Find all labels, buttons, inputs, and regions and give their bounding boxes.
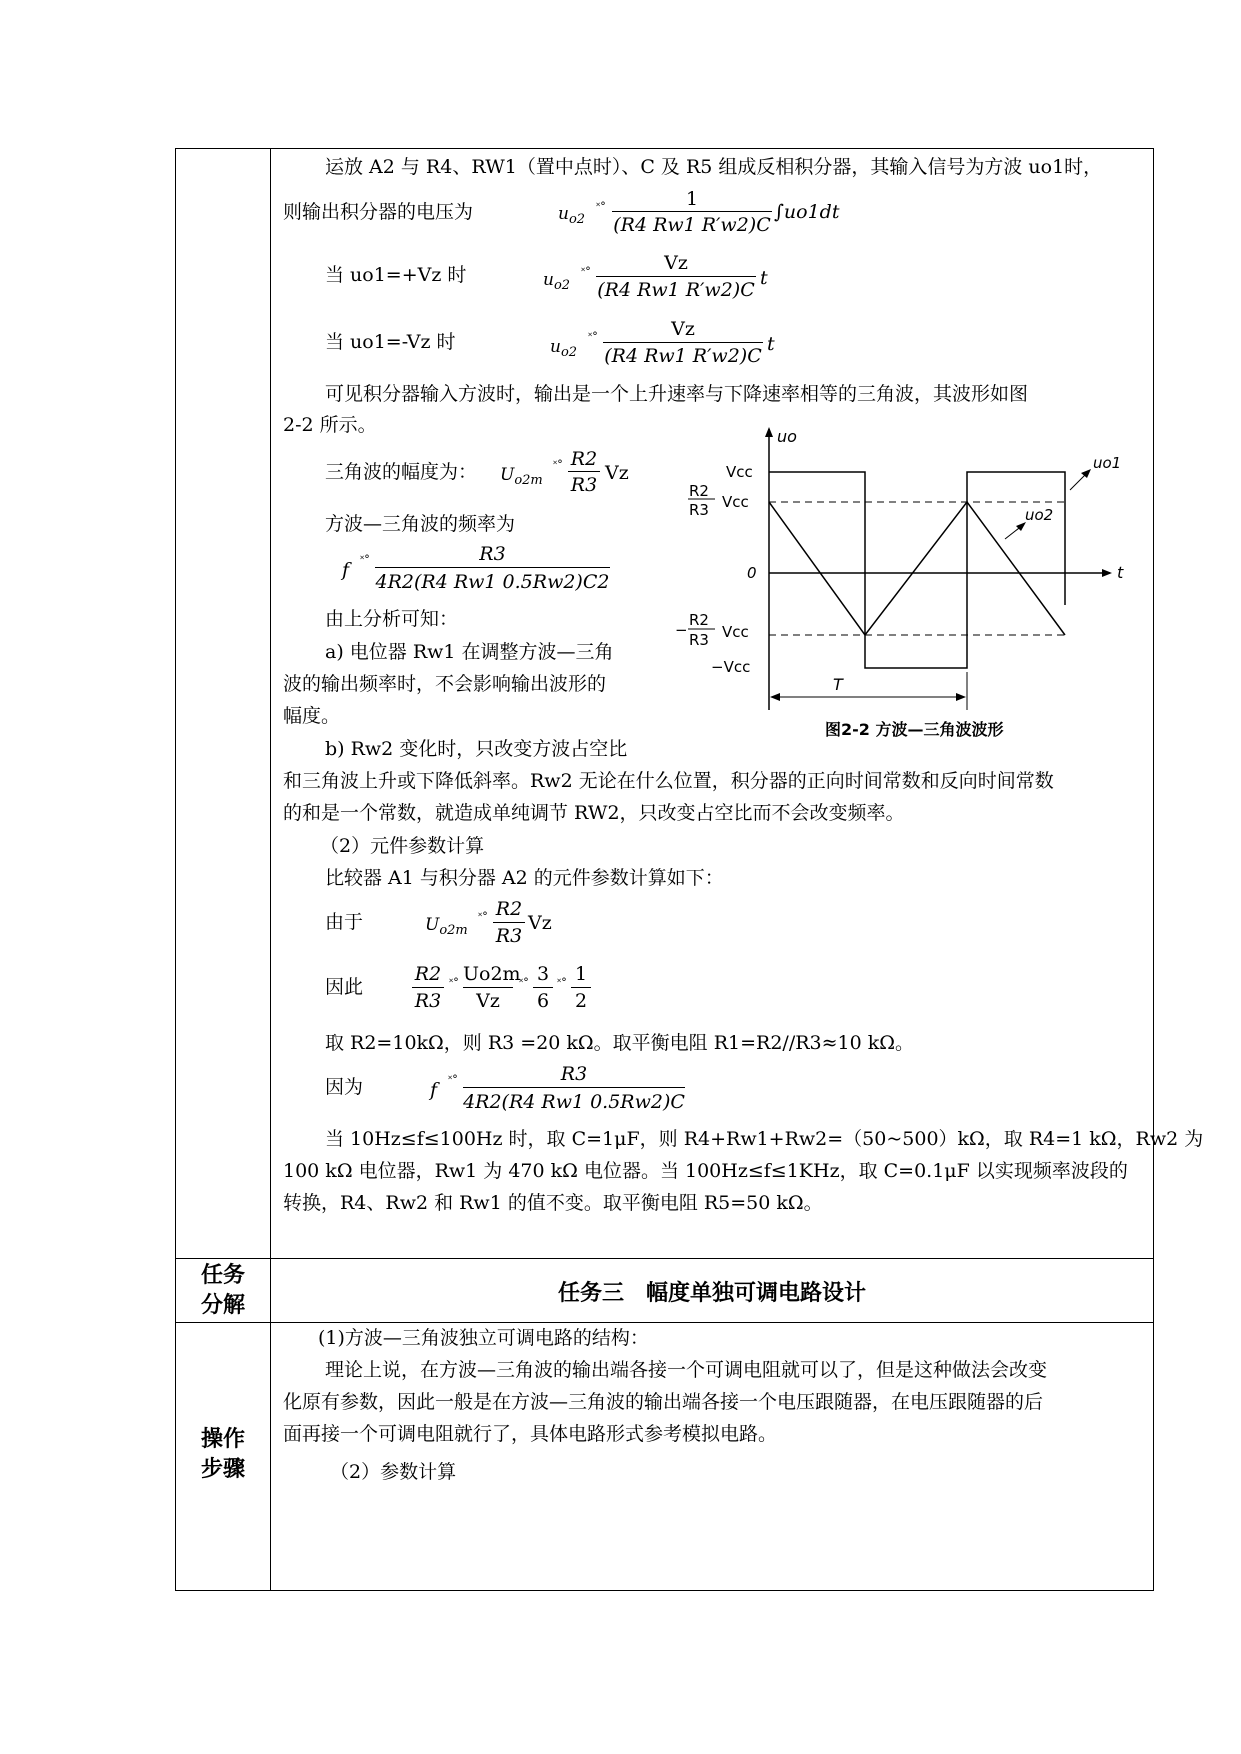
since-f2-den: Vz [476,990,500,1012]
frequency-numerator: R3 [479,543,506,565]
eq3-numerator: Vz [671,318,695,340]
table-border-left [175,148,176,1591]
row3-label-line2: 步骤 [200,1457,245,1482]
para-integrator-voltage: 则输出积分器的电压为 [283,201,474,223]
due-symbol: ˟° [478,910,488,923]
since-f1-bar [412,987,444,988]
table-border-bottom [175,1590,1154,1591]
point-b-line3: 的和是一个常数，就造成单纯调节 RW2，只改变占空比而不会改变频率。 [283,802,905,824]
because-denominator: 4R2(R4 Rw1 0.5Rw2)C [463,1091,685,1113]
because-lhs: f [430,1079,438,1101]
label-vcc: Vcc [726,463,753,481]
triangle-wave [769,502,1065,635]
eq3-denominator: (R4 Rw1 R′w2)C [604,345,762,367]
period-arrow-left [770,693,780,701]
eq1-denominator: (R4 Rw1 R′w2)C [613,214,771,236]
case-negative: 当 uo1=-Vz 时 [325,331,456,353]
point-a-line1: a) 电位器 Rw1 在调整方波—三角 [325,641,614,663]
since-f1-num: R2 [414,963,442,985]
due-denominator: R3 [495,925,523,947]
para-triangle-wave: 可见积分器输入方波时，输出是一个上升速率与下降速率相等的三角波，其波形如图 [325,383,1029,405]
frequency-symbol: ˟° [360,553,370,566]
case-positive: 当 uo1=+Vz 时 [325,264,467,286]
since-f4-num: 1 [574,963,588,985]
period-arrow-right [956,693,966,701]
since-symbol-2: ˟° [519,976,529,989]
point-b-line1: b) Rw2 变化时，只改变方波占空比 [325,738,628,760]
x-axis-label: t [1117,563,1124,582]
frequency-lhs: f [342,559,350,581]
eq2-denominator: (R4 Rw1 R′w2)C [597,279,755,301]
selection-line2: 100 kΩ 电位器，Rw1 为 470 kΩ 电位器。当 100Hz≤f≤1KHz，取 C=0.1μF 以实现频率波段的 [283,1160,1128,1182]
eq2-lhs: $u_{o2}$ [543,270,571,293]
since-f2-bar [463,987,513,988]
eq3-lhs: $u_{o2}$ [550,337,578,360]
since-symbol-3: ˟° [557,976,567,989]
label-r3-top: R3 [689,501,709,519]
label-r2-top: R2 [689,482,709,500]
because-symbol: ˟° [448,1073,458,1086]
table-row-divider-2 [175,1322,1154,1323]
eq2-symbol: ˟° [581,265,591,278]
point-b-line2: 和三角波上升或下降低斜率。Rw2 无论在什么位置，积分器的正向时间常数和反向时间常数 [283,770,1054,792]
row2-label [176,1261,270,1321]
due-fraction-bar [493,922,525,923]
label-period: T [833,675,843,694]
due-tail: Vz [528,912,552,934]
because-label: 因为 [325,1076,364,1098]
eq1-symbol: ˟° [596,200,606,213]
since-symbol-1: ˟° [449,976,459,989]
label-neg-vcc: −Vcc [711,658,751,676]
y-axis-label: uo [777,427,797,446]
eq3-tail: t [767,333,775,355]
label-minus: − [675,621,688,639]
since-f3-bar [533,987,553,988]
row2-label-line1: 任务 [200,1263,245,1288]
selection-line3: 转换，R4、Rw2 和 Rw1 的值不变。取平衡电阻 R5=50 kΩ。 [283,1192,823,1214]
section-2-intro: 比较器 A1 与积分器 A2 的元件参数计算如下： [325,867,724,889]
square-wave [769,472,1065,668]
eq2-numerator: Vz [664,252,688,274]
label-r3-bottom: R3 [689,631,709,649]
amplitude-denominator: R3 [570,474,598,496]
row3-para1: (1)方波—三角波独立可调电路的结构： [318,1327,649,1349]
eq3-fraction-bar [603,342,763,343]
label-vcc-ratio: Vcc [722,493,749,511]
eq1-fraction-bar [612,211,772,212]
amplitude-symbol: ˟° [553,458,563,471]
frequency-label: 方波—三角波的频率为 [325,513,516,535]
amplitude-lhs: $U_{o2m}$ [500,465,543,488]
table-column-divider [270,148,271,1591]
amplitude-label: 三角波的幅度为： [325,461,478,483]
because-numerator: R3 [560,1063,588,1085]
eq1-integral: ∫uo1dt [774,201,840,223]
row3-para5: （2）参数计算 [330,1461,457,1483]
amplitude-numerator: R2 [570,448,598,470]
section-2-heading: （2）元件参数计算 [320,835,485,857]
selection-line1: 当 10Hz≤f≤100Hz 时，取 C=1μF，则 R4+Rw1+Rw2=（50~500）kΩ，取 R4=1 kΩ，Rw2 为 [325,1128,1204,1150]
frequency-denominator: 4R2(R4 Rw1 0.5Rw2)C2 [375,571,610,593]
amplitude-fraction-bar [568,471,600,472]
eq1-numerator: 1 [685,188,699,210]
table-row-divider-1 [175,1258,1154,1259]
frequency-fraction-bar [375,567,610,568]
figure-caption: 图2-2 方波—三角波波形 [825,720,1004,739]
para-figure-ref: 2-2 所示。 [283,414,377,436]
row3-para4: 面再接一个可调电阻就行了，具体电路形式参考模拟电路。 [283,1423,778,1445]
eq2-tail: t [760,267,768,289]
due-lhs: $U_{o2m}$ [425,915,468,938]
label-r2-bottom: R2 [689,611,709,629]
y-axis-arrow [765,427,773,437]
since-f3-den: 6 [536,990,550,1012]
label-uo2: uo2 [1025,506,1054,524]
since-f4-bar [571,987,591,988]
label-uo1: uo1 [1093,454,1122,472]
because-fraction-bar [463,1087,685,1088]
since-label: 因此 [325,976,364,998]
eq2-fraction-bar [596,276,756,277]
since-f2-num: Uo2m [463,963,521,985]
analysis-intro: 由上分析可知： [325,608,459,630]
row2-label-line2: 分解 [200,1293,245,1318]
point-a-line3: 幅度。 [283,705,341,727]
task-title: 任务三 幅度单独可调电路设计 [557,1281,866,1306]
uo1-arrowhead [1081,469,1091,478]
para-op-amp: 运放 A2 与 R4、RW1（置中点时）、C 及 R5 组成反相积分器，其输入信号为方波 uo1时， [325,156,1103,178]
waveform-figure [675,425,1135,745]
since-f1-den: R3 [414,990,442,1012]
row3-label-line1: 操作 [200,1427,245,1452]
take-values: 取 R2=10kΩ，则 R3 =20 kΩ。取平衡电阻 R1=R2//R3≈10 kΩ。 [325,1032,915,1054]
amplitude-tail: Vz [605,462,629,484]
due-label: 由于 [325,911,364,933]
label-zero: 0 [747,564,757,582]
row3-label [176,1425,270,1485]
eq1-lhs: $u_{o2}$ [558,204,586,227]
row3-para3: 化原有参数，因此一般是在方波—三角波的输出端各接一个电压跟随器，在电压跟随器的后 [283,1391,1044,1413]
eq3-symbol: ˟° [588,330,598,343]
table-border-top [175,148,1154,149]
since-f3-num: 3 [536,963,550,985]
point-a-line2: 波的输出频率时，不会影响输出波形的 [283,673,607,695]
due-numerator: R2 [495,898,523,920]
row3-para2: 理论上说，在方波—三角波的输出端各接一个可调电阻就可以了，但是这种做法会改变 [325,1359,1048,1381]
x-axis-arrow [1102,569,1112,577]
label-vcc-neg-ratio: Vcc [722,623,749,641]
since-f4-den: 2 [574,990,588,1012]
table-border-right [1153,148,1154,1591]
